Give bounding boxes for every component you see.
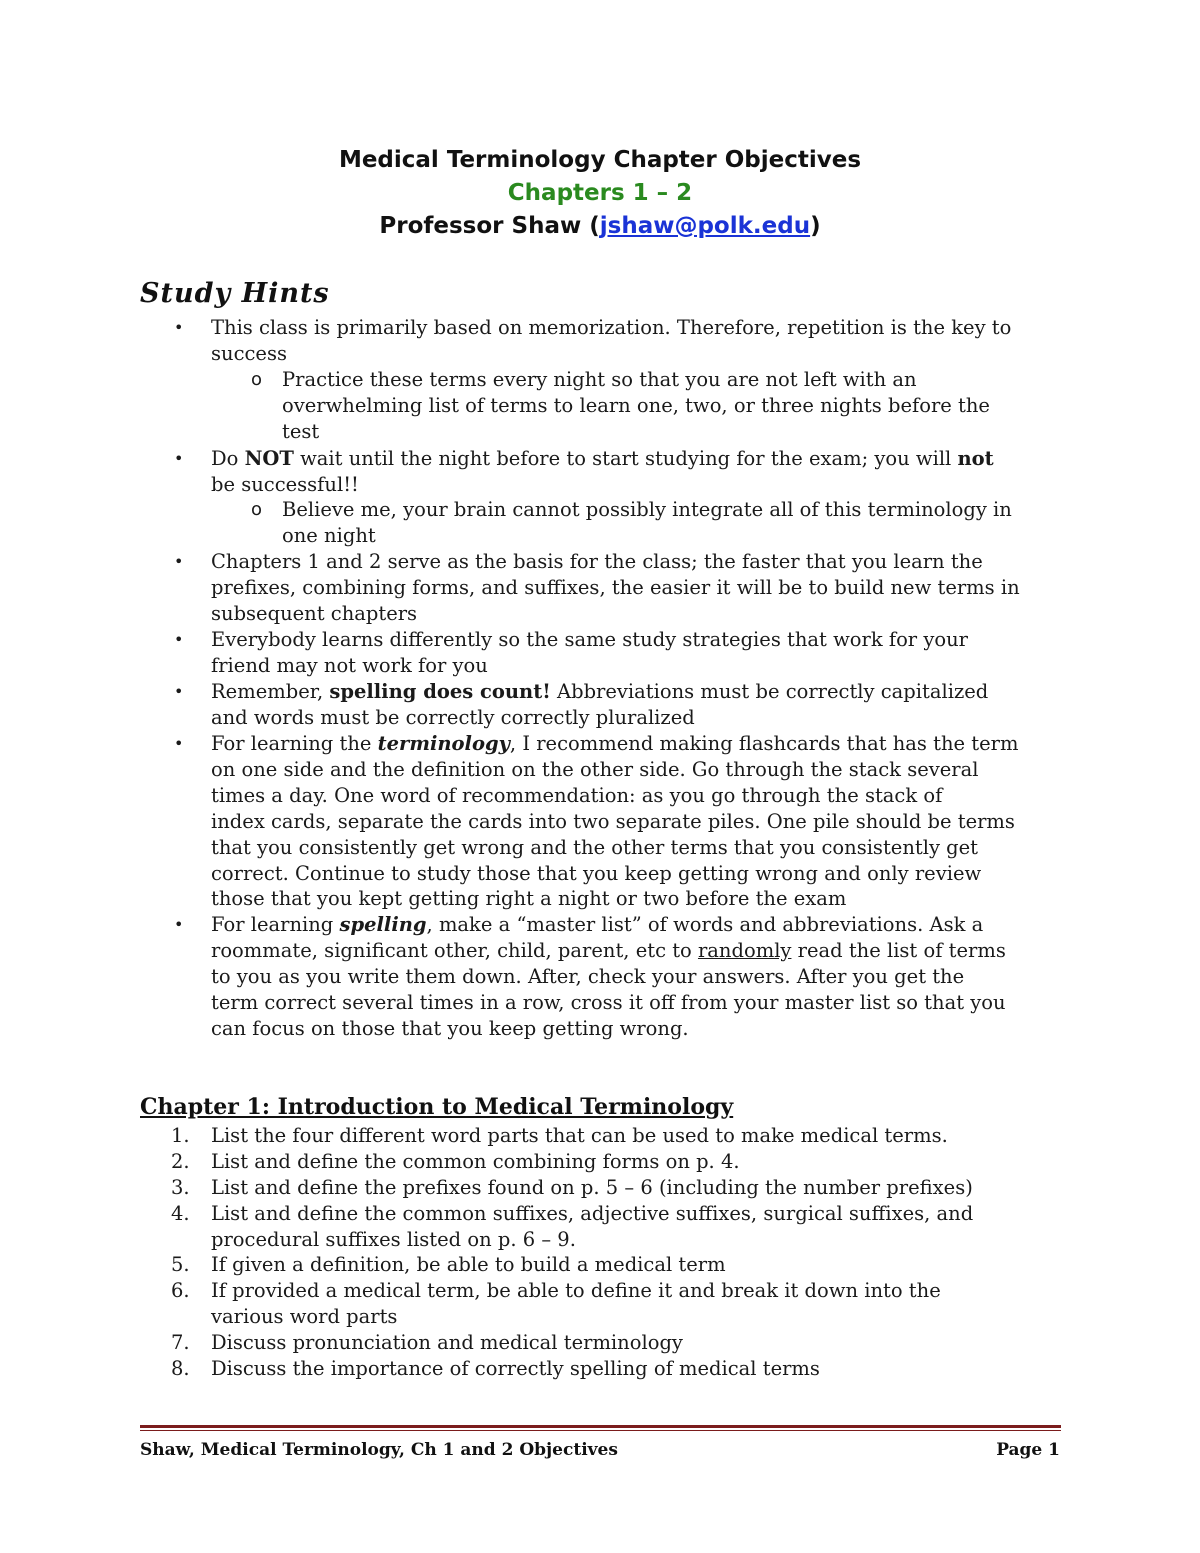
hint-emphasis: spelling does count! [329, 680, 551, 703]
item-text: List the four different word parts that can be used to make medical terms. [211, 1124, 948, 1147]
item-text: various word parts [211, 1304, 398, 1328]
objective-item [171, 1175, 1071, 1201]
hint-text-part: For learning the [211, 732, 378, 755]
objective-item [171, 1356, 1071, 1382]
hint-text: Believe me, your brain cannot possibly integrate all of this terminology in [282, 498, 1012, 521]
hint-text [211, 938, 1071, 964]
bullet-marker: • [174, 318, 184, 337]
hint-bullet-2 [174, 446, 1071, 498]
hint-text: prefixes, combining forms, and suffixes, the easier it will be to build new terms in [211, 575, 1020, 599]
hint-text-part: Remember, [211, 680, 330, 703]
hint-text: one night [282, 523, 376, 547]
objective-item [171, 1252, 1071, 1278]
item-text: Discuss the importance of correctly spelling of medical terms [211, 1357, 820, 1380]
item-text: Discuss pronunciation and medical terminology [211, 1331, 683, 1354]
objective-item [171, 1149, 1071, 1175]
bullet-marker: • [174, 915, 184, 934]
item-number: 6. [171, 1279, 190, 1302]
footer-rule [140, 1425, 1061, 1428]
hint-text [211, 679, 1071, 705]
item-text: List and define the common combining forms on p. 4. [211, 1150, 740, 1173]
item-text: List and define the common suffixes, adjective suffixes, surgical suffixes, and [211, 1202, 974, 1225]
item-number: 4. [171, 1202, 190, 1225]
hint-emphasis: NOT [244, 447, 294, 470]
item-number: 2. [171, 1150, 190, 1173]
hint-text: overwhelming list of terms to learn one, two, or three nights before the [282, 393, 990, 417]
hint-text-part: , I recommend making flashcards that has the term [509, 732, 1019, 755]
hint-sub-bullet-1 [251, 367, 1072, 445]
hint-bullet-1 [174, 315, 1071, 367]
objective-item [171, 1278, 1071, 1330]
objective-item [171, 1123, 1071, 1149]
hint-text-part: For learning [211, 913, 340, 936]
bullet-marker: • [174, 682, 184, 701]
hint-text [211, 912, 1071, 938]
hint-text: term correct several times in a row, cross it off from your master list so that you [211, 990, 1006, 1014]
bullet-marker: • [174, 552, 184, 571]
document-title: Medical Terminology Chapter Objectives [338, 147, 862, 173]
bullet-marker: • [174, 630, 184, 649]
hint-text [211, 446, 1071, 472]
professor-suffix: ) [810, 213, 821, 239]
hint-text: to you as you write them down. After, check your answers. After you get the [211, 964, 965, 988]
footer-left-text: Shaw, Medical Terminology, Ch 1 and 2 Objectives [140, 1440, 618, 1460]
hint-emphasis: spelling [339, 913, 427, 936]
hint-text-part: Do [211, 447, 245, 470]
hint-bullet-4 [174, 627, 1071, 679]
hint-emphasis: randomly [697, 938, 792, 962]
professor-prefix: Professor Shaw ( [379, 213, 600, 239]
hint-bullet-3 [174, 549, 1071, 627]
sub-bullet-marker: o [251, 369, 263, 390]
hint-text-part: , make a “master list” of words and abbreviations. Ask a [426, 913, 984, 936]
hint-text: This class is primarily based on memorization. Therefore, repetition is the key to [211, 316, 1012, 339]
item-text: If given a definition, be able to build a medical term [211, 1253, 726, 1276]
item-number: 7. [171, 1331, 190, 1354]
hint-bullet-6 [174, 731, 1071, 912]
hint-text-part: read the list of terms [791, 938, 1006, 962]
hint-emphasis: terminology [377, 732, 510, 755]
hint-text: Chapters 1 and 2 serve as the basis for the class; the faster that you learn the [211, 550, 983, 573]
hint-text-part: Abbreviations must be correctly capitalized [550, 680, 989, 703]
bullet-marker: • [174, 449, 184, 468]
email-link[interactable]: jshaw@polk.edu [599, 213, 811, 239]
professor-line [0, 210, 1200, 242]
hint-emphasis: not [957, 447, 994, 470]
hint-text: friend may not work for you [211, 653, 488, 677]
hint-text-part: wait until the night before to start studying for the exam; you will [293, 447, 958, 470]
hint-sub-bullet-2 [251, 497, 1072, 549]
hint-text: be successful!! [211, 472, 359, 496]
hint-text: Everybody learns differently so the same study strategies that work for your [211, 628, 968, 651]
chapters-subtitle: Chapters 1 – 2 [507, 180, 693, 206]
hint-text: can focus on those that you keep getting wrong. [211, 1016, 689, 1040]
footer-rule-thin [140, 1430, 1061, 1431]
hint-text-part: roommate, significant other, child, parent, etc to [211, 938, 698, 962]
item-number: 5. [171, 1253, 190, 1276]
hint-text [211, 731, 1071, 757]
hint-text: success [211, 341, 287, 365]
hint-text: index cards, separate the cards into two separate piles. One pile should be terms [211, 809, 1015, 833]
hint-bullet-5 [174, 679, 1071, 731]
objective-item [171, 1330, 1071, 1356]
hint-text: and words must be correctly correctly pluralized [211, 705, 695, 729]
sub-bullet-marker: o [251, 499, 263, 520]
study-hints-heading: Study Hints [140, 278, 330, 309]
hint-text: correct. Continue to study those that you keep getting wrong and only review [211, 861, 982, 885]
item-number: 3. [171, 1176, 190, 1199]
item-text: If provided a medical term, be able to define it and break it down into the [211, 1279, 941, 1302]
item-text: procedural suffixes listed on p. 6 – 9. [211, 1227, 576, 1251]
hint-text: times a day. One word of recommendation: as you go through the stack of [211, 783, 943, 807]
hint-bullet-7 [174, 912, 1071, 1042]
hint-text: subsequent chapters [211, 601, 418, 625]
item-text: List and define the prefixes found on p. 5 – 6 (including the number prefixes) [211, 1176, 973, 1199]
hint-text: those that you kept getting right a night or two before the exam [211, 887, 847, 911]
objective-item [171, 1201, 1071, 1253]
item-number: 1. [171, 1124, 190, 1147]
page-number: Page 1 [996, 1440, 1060, 1460]
hint-text: on one side and the definition on the other side. Go through the stack several [211, 757, 979, 781]
bullet-marker: • [174, 734, 184, 753]
hint-text: that you consistently get wrong and the other terms that you consistently get [211, 835, 979, 859]
chapter-1-heading: Chapter 1: Introduction to Medical Terminology [140, 1094, 734, 1120]
hint-text: test [282, 419, 320, 443]
item-number: 8. [171, 1357, 190, 1380]
hint-text: Practice these terms every night so that you are not left with an [282, 368, 917, 391]
